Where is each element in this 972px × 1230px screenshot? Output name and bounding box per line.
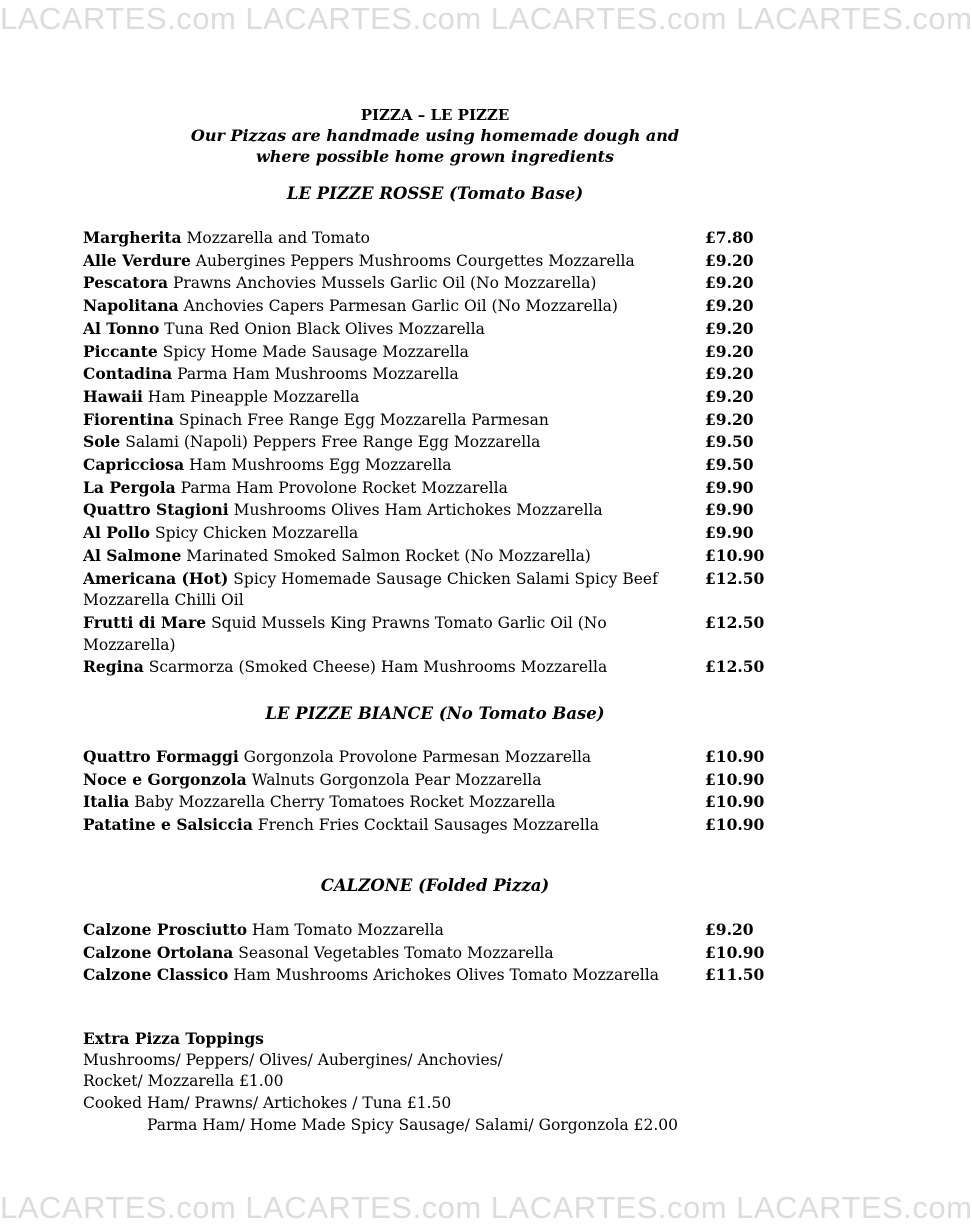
menu-item-description: Spicy Homemade Sausage Chicken Salami Spicy Beef Mozzarella Chilli Oil [83, 569, 658, 610]
menu-item-description: Parma Ham Provolone Rocket Mozzarella [180, 478, 508, 497]
menu-item-description: Salami (Napoli) Peppers Free Range Egg Mozzarella [125, 433, 541, 452]
menu-item [83, 295, 803, 318]
menu-item-price: £9.50 [705, 432, 754, 452]
menu-item-description: Tuna Red Onion Black Olives Mozzarella [164, 319, 485, 338]
menu-item-description: Parma Ham Mushrooms Mozzarella [177, 365, 459, 384]
menu-item [83, 341, 803, 364]
menu-item [83, 769, 803, 792]
menu-item-name: Hawaii [83, 386, 143, 406]
menu-item-price: £10.90 [705, 792, 765, 812]
menu-item-name: Al Pollo [83, 523, 151, 543]
section-heading-rosse: LE PIZZE ROSSE (Tomato Base) [286, 184, 584, 203]
menu-item-name: Patatine e Salsiccia [83, 815, 253, 835]
menu-item-description: Anchovies Capers Parmesan Garlic Oil (No Mozzarella) [183, 297, 618, 316]
menu-item-description: Spicy Chicken Mozzarella [154, 524, 359, 543]
menu-item-name: Italia [83, 792, 130, 812]
menu-item-price: £10.90 [705, 942, 765, 962]
menu-item-name: Americana (Hot) [83, 568, 229, 588]
menu-item [83, 250, 803, 273]
menu-item-text [83, 431, 703, 454]
menu-item-price: £9.20 [705, 318, 754, 338]
menu-item-price: £10.90 [705, 747, 765, 766]
menu-item-text [83, 272, 703, 295]
menu-item [83, 545, 803, 568]
menu-item-name: Capricciosa [83, 455, 185, 475]
menu-item-price: £9.20 [705, 250, 754, 270]
menu-item-price: £9.20 [705, 920, 754, 939]
menu-item [83, 919, 803, 942]
menu-item-text [83, 363, 703, 386]
subtitle-line: Our Pizzas are handmade using homemade dough and [190, 126, 680, 145]
menu-item [83, 363, 803, 386]
menu-item [83, 656, 803, 679]
menu-item-text [83, 769, 703, 792]
menu-item-price: £9.90 [705, 500, 754, 520]
menu-item-text [83, 250, 703, 273]
menu-item [83, 568, 803, 612]
section-heading-calzone: CALZONE (Folded Pizza) [320, 876, 550, 895]
menu-item-name: Quattro Formaggi [83, 747, 239, 766]
menu-item-price: £9.50 [705, 455, 754, 475]
menu-item-text [83, 409, 703, 432]
menu-item-text [83, 341, 703, 364]
watermark-top: LACARTES.com LACARTES.com LACARTES.com LACARTES.com [0, 1, 972, 36]
menu-item-text [83, 477, 703, 500]
menu-item-text [83, 964, 703, 987]
menu-item-description: Mushrooms Olives Ham Artichokes Mozzarella [233, 501, 603, 520]
extras-line: Rocket/ Mozzarella £1.00 [83, 1072, 284, 1091]
menu-item-name: Calzone Ortolana [83, 942, 234, 962]
menu-item-price: £12.50 [705, 568, 765, 588]
menu-item-price: £9.20 [705, 364, 754, 384]
menu-item-description: Mozzarella and Tomato [186, 229, 371, 247]
menu-item-description: Marinated Smoked Salmon Rocket (No Mozzarella) [186, 546, 591, 565]
page-title: PIZZA – LE PIZZE [360, 106, 510, 124]
menu-item-price: £9.90 [705, 477, 754, 497]
menu-item-text [83, 522, 703, 545]
menu-item-description: Aubergines Peppers Mushrooms Courgettes Mozzarella [195, 251, 635, 270]
menu-item-name: Noce e Gorgonzola [83, 769, 247, 789]
menu-item-text [83, 386, 703, 409]
menu-item-text [83, 746, 703, 769]
menu-item-description: Walnuts Gorgonzola Pear Mozzarella [251, 770, 542, 789]
menu-item-price: £10.90 [705, 545, 765, 565]
menu-item-name: Margherita [83, 228, 182, 247]
menu-item [83, 942, 803, 965]
menu-item [83, 477, 803, 500]
menu-item-text [83, 454, 703, 477]
menu-item-price: £9.20 [705, 273, 754, 293]
menu-item [83, 409, 803, 432]
menu-item-price: £9.20 [705, 296, 754, 316]
menu-item-description: Prawns Anchovies Mussels Garlic Oil (No Mozzarella) [172, 274, 597, 293]
menu-item [83, 454, 803, 477]
menu-item [83, 814, 803, 837]
extras-line: Cooked Ham/ Prawns/ Artichokes / Tuna £1.50 [83, 1094, 452, 1113]
menu-list-rosse [83, 227, 803, 679]
menu-item-price: £9.90 [705, 523, 754, 543]
watermark-bottom: LACARTES.com LACARTES.com LACARTES.com LACARTES.com [0, 1190, 972, 1225]
extras-line: Mushrooms/ Peppers/ Olives/ Aubergines/ Anchovies/ [83, 1050, 503, 1069]
menu-item [83, 522, 803, 545]
menu-item-text [83, 318, 703, 341]
menu-item [83, 499, 803, 522]
extras-line: Parma Ham/ Home Made Spicy Sausage/ Salami/ Gorgonzola £2.00 [147, 1115, 678, 1134]
page-subtitle [0, 125, 870, 167]
menu-item-price: £9.20 [705, 341, 754, 361]
menu-item [83, 964, 803, 987]
menu-item-price: £11.50 [705, 965, 765, 985]
menu-item-description: Gorgonzola Provolone Parmesan Mozzarella [243, 748, 592, 766]
menu-item [83, 272, 803, 295]
menu-item-description: Ham Tomato Mozzarella [252, 921, 444, 939]
menu-item-name: Calzone Classico [83, 965, 229, 985]
menu-item-name: Contadina [83, 364, 173, 384]
menu-item-text [83, 568, 703, 612]
menu-item-text [83, 227, 703, 250]
menu-item-description: Ham Mushrooms Egg Mozzarella [189, 456, 452, 475]
menu-item-name: Napolitana [83, 296, 179, 316]
menu-item-description: Squid Mussels King Prawns Tomato Garlic Oil (No Mozzarella) [83, 613, 607, 654]
menu-item-price: £7.80 [705, 228, 754, 247]
menu-item [83, 318, 803, 341]
menu-item-price: £12.50 [705, 612, 765, 632]
extras-title: Extra Pizza Toppings [83, 1029, 264, 1048]
menu-item-description: Ham Mushrooms Arichokes Olives Tomato Mozzarella [233, 966, 659, 985]
menu-item-description: Ham Pineapple Mozzarella [147, 387, 360, 406]
menu-item [83, 227, 803, 250]
menu-item-description: Baby Mozzarella Cherry Tomatoes Rocket Mozzarella [134, 793, 556, 812]
menu-list-bianche [83, 746, 803, 837]
menu-item-text [83, 942, 703, 965]
menu-item-name: Sole [83, 432, 121, 452]
menu-item-text [83, 499, 703, 522]
menu-item-name: Quattro Stagioni [83, 500, 229, 520]
menu-item-name: Al Tonno [83, 318, 160, 338]
menu-item-price: £10.90 [705, 769, 765, 789]
menu-item-text [83, 295, 703, 318]
menu-item-description: Spinach Free Range Egg Mozzarella Parmesan [178, 410, 549, 429]
menu-item-name: Regina [83, 657, 144, 677]
section-heading-bianche: LE PIZZE BIANCE (No Tomato Base) [265, 704, 605, 723]
menu-item-price: £12.50 [705, 657, 765, 677]
menu-item-text [83, 612, 703, 656]
menu-item-name: Calzone Prosciutto [83, 920, 248, 939]
subtitle-line: where possible home grown ingredients [256, 147, 614, 166]
menu-item-name: Al Salmone [83, 545, 182, 565]
menu-item-name: Frutti di Mare [83, 612, 207, 632]
menu-item-description: Seasonal Vegetables Tomato Mozzarella [238, 943, 554, 962]
menu-item-price: £9.20 [705, 386, 754, 406]
menu-item-name: La Pergola [83, 477, 176, 497]
menu-item-text [83, 814, 703, 837]
menu-item-description: Spicy Home Made Sausage Mozzarella [162, 342, 469, 361]
menu-item [83, 431, 803, 454]
menu-item-price: £9.20 [705, 409, 754, 429]
menu-item-text [83, 545, 703, 568]
menu-item [83, 612, 803, 656]
menu-item-price: £10.90 [705, 815, 765, 835]
menu-item-text [83, 919, 703, 942]
menu-item-name: Pescatora [83, 273, 169, 293]
menu-item-name: Alle Verdure [83, 250, 191, 270]
menu-item [83, 791, 803, 814]
menu-item [83, 746, 803, 769]
menu-item-text [83, 791, 703, 814]
menu-item-text [83, 656, 703, 679]
menu-item-name: Fiorentina [83, 409, 174, 429]
menu-item-description: French Fries Cocktail Sausages Mozzarella [257, 816, 600, 835]
menu-list-calzone [83, 919, 803, 987]
extra-toppings [83, 1028, 783, 1137]
menu-item [83, 386, 803, 409]
menu-item-name: Piccante [83, 341, 158, 361]
menu-item-description: Scarmorza (Smoked Cheese) Ham Mushrooms Mozzarella [148, 658, 608, 677]
